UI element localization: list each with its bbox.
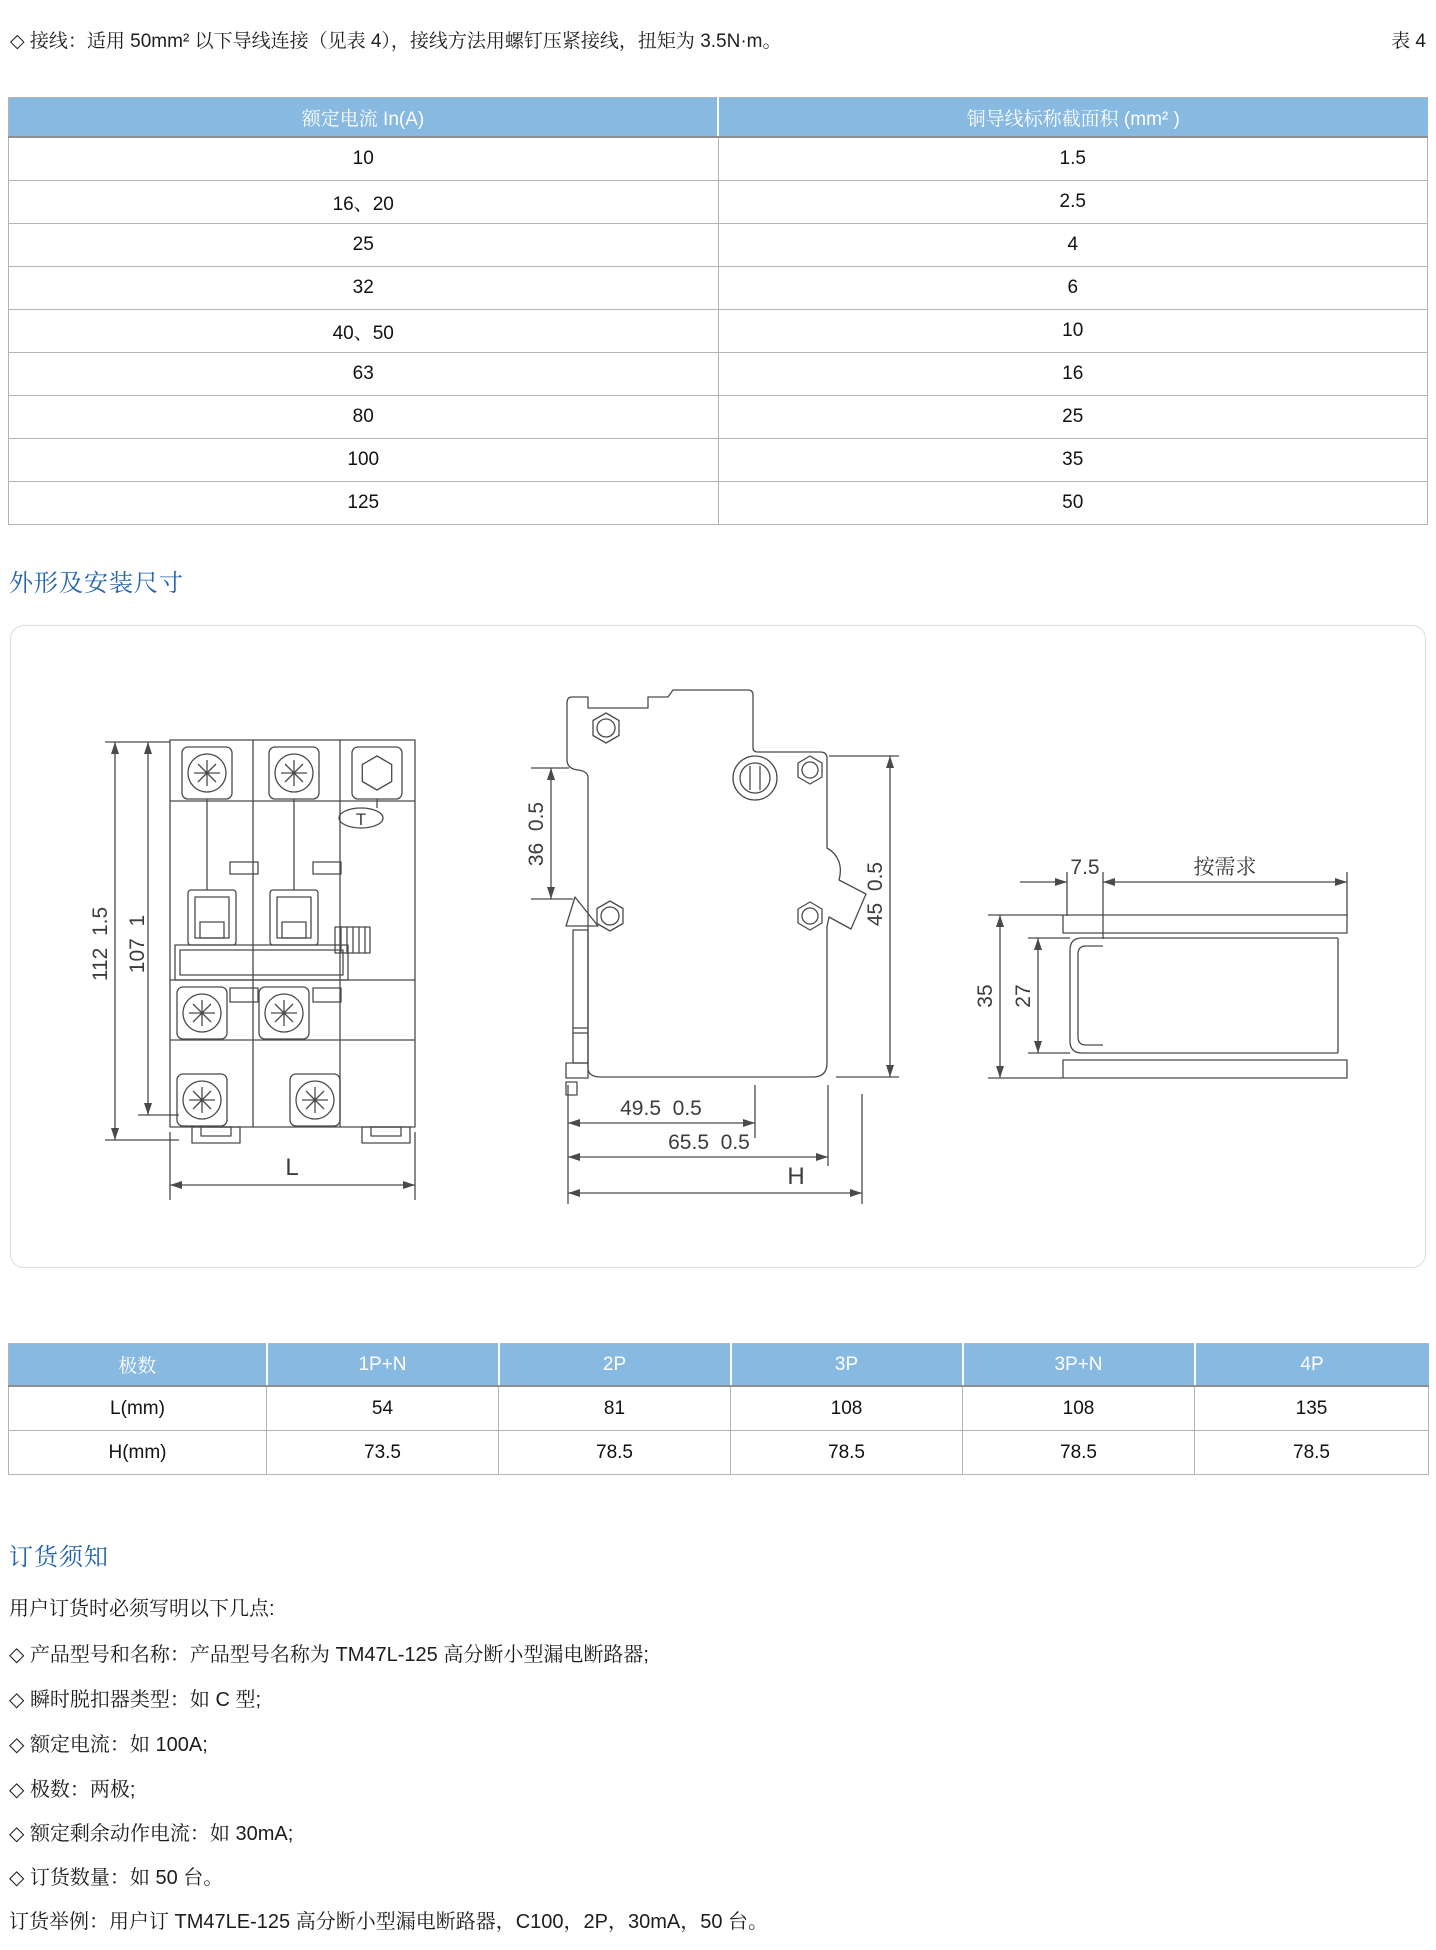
cell: 135 [1195, 1386, 1429, 1431]
cell: 10 [9, 137, 719, 181]
cell: H(mm) [9, 1431, 267, 1475]
wiring-note: ◇ 接线：适用 50mm² 以下导线连接（见表 4），接线方法用螺钉压紧接线，扭矩为 3.5N·m。 [10, 31, 782, 52]
cell: 78.5 [1195, 1431, 1429, 1475]
cell: 32 [9, 267, 719, 310]
dim-label-36: 36 0.5 [525, 801, 548, 867]
cell: 78.5 [731, 1431, 963, 1475]
table-4-label: 表 4 [1391, 31, 1426, 52]
drawing-panel [10, 625, 1426, 1268]
section-title-dimensions: 外形及安装尺寸 [9, 570, 184, 597]
cell: 73.5 [267, 1431, 499, 1475]
dim-label-H: H [787, 1163, 805, 1190]
table-row [9, 181, 1428, 224]
cell: 125 [9, 482, 719, 525]
front-view-drawing [89, 740, 415, 1200]
cell: 10 [718, 310, 1428, 353]
dim-label-27: 27 [1012, 984, 1035, 1008]
dim-label-112: 112 1.5 [89, 906, 112, 982]
table-row [9, 224, 1428, 267]
cell: 4 [718, 224, 1428, 267]
pole-size-table [8, 1343, 1429, 1475]
cell: 78.5 [963, 1431, 1195, 1475]
col-header-4p: 4P [1195, 1344, 1429, 1387]
dim-label-107: 107 1 [126, 914, 149, 974]
ordering-item: ◇ 额定剩余动作电流：如 30mA; [9, 1823, 294, 1845]
cell: 81 [499, 1386, 731, 1431]
dim-label-as-needed: 按需求 [1193, 856, 1257, 879]
dim-label-49-5: 49.5 0.5 [620, 1097, 702, 1120]
cell: L(mm) [9, 1386, 267, 1431]
col-header-1pn: 1P+N [267, 1344, 499, 1387]
ordering-item: ◇ 产品型号和名称：产品型号名称为 TM47L-125 高分断小型漏电断路器; [9, 1644, 649, 1666]
dimension-drawing [11, 626, 1423, 1265]
cell: 25 [9, 224, 719, 267]
table-row [9, 396, 1428, 439]
dim-label-35: 35 [974, 984, 997, 1008]
ordering-lead: 用户订货时必须写明以下几点: [9, 1598, 275, 1620]
col-header-poles: 极数 [9, 1344, 267, 1387]
cell: 25 [718, 396, 1428, 439]
table-row [9, 310, 1428, 353]
cell: 16、20 [9, 181, 719, 224]
ordering-item: ◇ 额定电流：如 100A; [9, 1734, 208, 1756]
dim-label-65-5: 65.5 0.5 [668, 1131, 750, 1154]
cell: 80 [9, 396, 719, 439]
cell: 54 [267, 1386, 499, 1431]
cell: 108 [731, 1386, 963, 1431]
cell: 35 [718, 439, 1428, 482]
ordering-item: ◇ 订货数量：如 50 台。 [9, 1867, 224, 1889]
cell: 40、50 [9, 310, 719, 353]
col-header-wire-section: 铜导线标称截面积 (mm² ) [718, 98, 1428, 138]
cell: 2.5 [718, 181, 1428, 224]
cell: 100 [9, 439, 719, 482]
cell: 1.5 [718, 137, 1428, 181]
table-row [9, 482, 1428, 525]
table-header-row [9, 98, 1428, 138]
ordering-item: ◇ 极数：两极; [9, 1779, 136, 1801]
table-row [9, 353, 1428, 396]
cell: 78.5 [499, 1431, 731, 1475]
wire-section-table [8, 97, 1428, 525]
cell: 50 [718, 482, 1428, 525]
section-title-ordering: 订货须知 [9, 1544, 109, 1571]
cell: 63 [9, 353, 719, 396]
dim-label-L: L [285, 1154, 299, 1181]
cell: 16 [718, 353, 1428, 396]
dim-label-7-5: 7.5 [1070, 856, 1100, 879]
cell: 108 [963, 1386, 1195, 1431]
ordering-example: 订货举例：用户订 TM47LE-125 高分断小型漏电断路器，C100，2P，30mA，50 台。 [9, 1911, 769, 1933]
dim-label-45: 45 0.5 [864, 861, 887, 927]
col-header-3pn: 3P+N [963, 1344, 1195, 1387]
side-view-drawing [525, 690, 899, 1204]
table-header-row [9, 1344, 1429, 1387]
ordering-item: ◇ 瞬时脱扣器类型：如 C 型; [9, 1689, 262, 1711]
table-row [9, 439, 1428, 482]
test-button-label: T [355, 810, 367, 829]
table-row [9, 1386, 1429, 1431]
col-header-2p: 2P [499, 1344, 731, 1387]
rail-view-drawing [974, 856, 1347, 1078]
table-row [9, 267, 1428, 310]
table-row [9, 1431, 1429, 1475]
table-row [9, 137, 1428, 181]
col-header-rated-current: 额定电流 In(A) [9, 98, 719, 138]
cell: 6 [718, 267, 1428, 310]
col-header-3p: 3P [731, 1344, 963, 1387]
